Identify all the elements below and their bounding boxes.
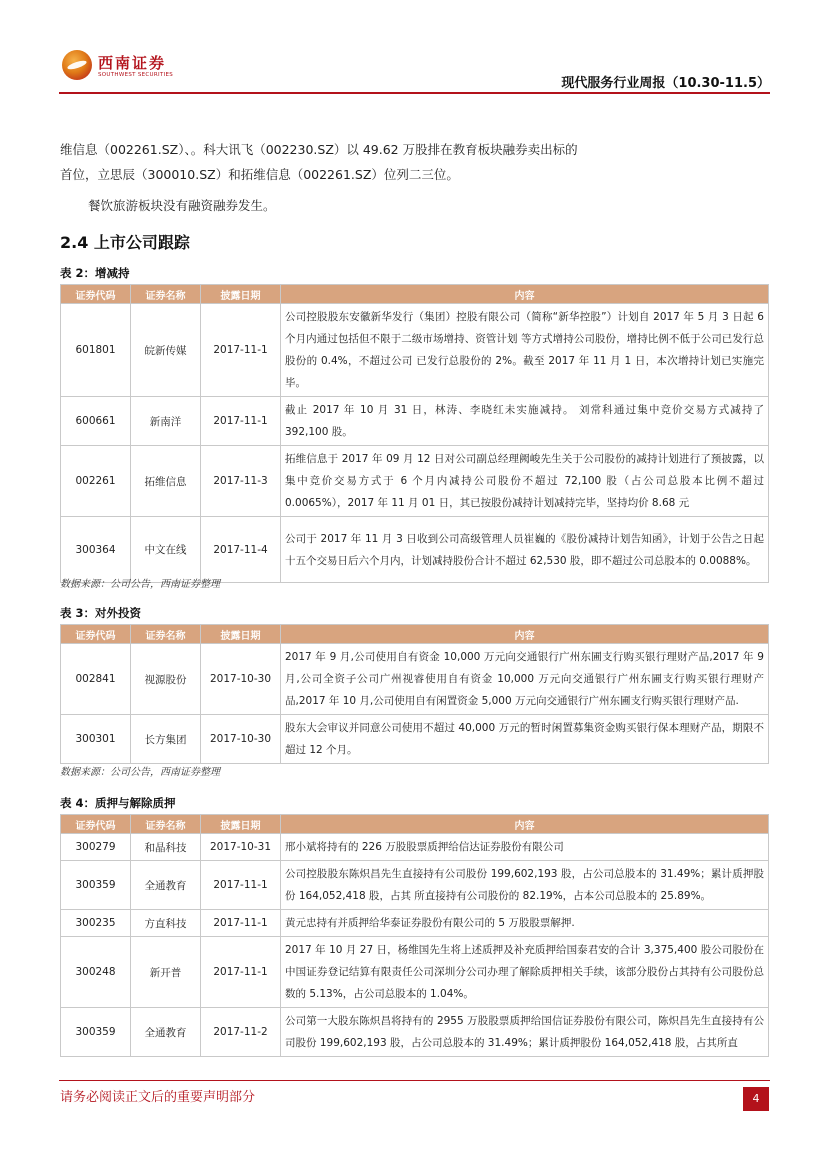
cell-date: 2017-11-1 — [201, 937, 281, 1008]
header-divider — [59, 92, 770, 94]
cell-date: 2017-10-30 — [201, 644, 281, 715]
intro-line-2: 首位，立思辰（300010.SZ）和拓维信息（002261.SZ）位列二三位。 — [60, 167, 459, 182]
table2-holdings-change — [60, 284, 769, 583]
cell-date: 2017-10-30 — [201, 715, 281, 764]
col-header-code: 证券代码 — [61, 285, 131, 304]
cell-content: 公司于 2017 年 11 月 3 日收到公司高级管理人员崔巍的《股份减持计划告知函》，计划于公告之日起十五个交易日后六个月内，计划减持股份合计不超过 62,530 股，即不超过公司总股本的 0.0088%。 — [281, 517, 769, 583]
table3-caption: 表 3：对外投资 — [60, 606, 142, 620]
cell-code: 300359 — [61, 861, 131, 910]
cell-code: 600661 — [61, 397, 131, 446]
cell-code: 300279 — [61, 834, 131, 861]
cell-date: 2017-11-1 — [201, 910, 281, 937]
col-header-name: 证券名称 — [131, 815, 201, 834]
col-header-date: 披露日期 — [201, 285, 281, 304]
cell-name: 新开普 — [131, 937, 201, 1008]
footer-disclaimer: 请务必阅读正文后的重要声明部分 — [60, 1090, 256, 1105]
col-header-date: 披露日期 — [201, 625, 281, 644]
table-row — [61, 834, 769, 861]
table-row — [61, 861, 769, 910]
cell-content: 2017 年 9 月,公司使用自有资金 10,000 万元向交通银行广州东圃支行购买银行理财产品,2017 年 9 月,公司全资子公司广州视睿使用自有资金 10,000 万元向交通银行广州东圃支行购买银行理财产品,2017 年 10 月,公司使用自有闲置资金 5,000 万元向交通银行广州东圃支行购买银行理财产品. — [281, 644, 769, 715]
table-row — [61, 910, 769, 937]
table-row — [61, 397, 769, 446]
cell-name: 拓维信息 — [131, 446, 201, 517]
intro-line-1: 维信息（002261.SZ）、。科大讯飞（002230.SZ）以 49.62 万股排在教育板块融券卖出标的 — [60, 142, 578, 157]
col-header-code: 证券代码 — [61, 815, 131, 834]
cell-code: 300248 — [61, 937, 131, 1008]
logo-subtext: SOUTHWEST SECURITIES — [98, 72, 174, 78]
cell-date: 2017-11-1 — [201, 397, 281, 446]
cell-date: 2017-11-2 — [201, 1008, 281, 1057]
cell-content: 截止 2017 年 10 月 31 日，林涛、李晓红未实施减持。 刘常科通过集中竞价交易方式减持了 392,100 股。 — [281, 397, 769, 446]
cell-content: 拓维信息于 2017 年 09 月 12 日对公司副总经理阙峻先生关于公司股份的减持计划进行了预披露，以集中竞价交易方式于 6 个月内减持公司股份不超过 72,100 股（占公司总股本比例不超过 0.0065%），2017 年 11 月 01 日，其已按股份减持计划减持完毕，坚持均价 8.68 元 — [281, 446, 769, 517]
col-header-content: 内容 — [281, 815, 769, 834]
col-header-content: 内容 — [281, 625, 769, 644]
cell-code: 002261 — [61, 446, 131, 517]
intro-line-3: 餐饮旅游板块没有融资融券发生。 — [88, 198, 276, 213]
col-header-content: 内容 — [281, 285, 769, 304]
company-logo — [62, 50, 182, 86]
table-row — [61, 715, 769, 764]
cell-name: 全通教育 — [131, 861, 201, 910]
table2-source: 数据来源：公司公告，西南证券整理 — [60, 579, 220, 590]
table2-caption: 表 2：增减持 — [60, 266, 130, 280]
cell-code: 601801 — [61, 304, 131, 397]
table-row — [61, 517, 769, 583]
cell-name: 中文在线 — [131, 517, 201, 583]
cell-date: 2017-10-31 — [201, 834, 281, 861]
cell-code: 300364 — [61, 517, 131, 583]
cell-content: 2017 年 10 月 27 日，杨维国先生将上述质押及补充质押给国泰君安的合计 3,375,400 股公司股份在中国证券登记结算有限责任公司深圳分公司办理了解除质押相关手续，该部分股份占其持有公司股份总数的 5.13%，占公司总股本的 1.04%。 — [281, 937, 769, 1008]
cell-content: 黄元忠持有并质押给华泰证券股份有限公司的 5 万股股票解押. — [281, 910, 769, 937]
section-title: 2.4 上市公司跟踪 — [60, 233, 190, 252]
cell-content: 公司控股股东安徽新华发行（集团）控股有限公司（简称“新华控股”）计划自 2017 年 5 月 3 日起 6 个月内通过包括但不限于二级市场增持、资管计划 等方式增持公司股份，增持比例不低于公司已发行总股份的 0.4%，不超过公司 已发行总股份的 2%。截至 2017 年 11 月 1 日，本次增持计划已实施完毕。 — [281, 304, 769, 397]
cell-name: 皖新传媒 — [131, 304, 201, 397]
table-row — [61, 1008, 769, 1057]
cell-name: 和晶科技 — [131, 834, 201, 861]
table-row — [61, 644, 769, 715]
cell-name: 方直科技 — [131, 910, 201, 937]
cell-code: 002841 — [61, 644, 131, 715]
cell-code: 300235 — [61, 910, 131, 937]
cell-content: 公司控股股东陈炽昌先生直接持有公司股份 199,602,193 股，占公司总股本的 31.49%；累计质押股份 164,052,418 股，占其 所直接持有公司股份的 82.19%，占本公司总股本的 25.89%。 — [281, 861, 769, 910]
col-header-name: 证券名称 — [131, 285, 201, 304]
table3-source: 数据来源：公司公告，西南证券整理 — [60, 767, 220, 778]
cell-code: 300301 — [61, 715, 131, 764]
table-row — [61, 937, 769, 1008]
table4-caption: 表 4：质押与解除质押 — [60, 796, 176, 810]
cell-name: 新南洋 — [131, 397, 201, 446]
page-number: 4 — [743, 1087, 769, 1111]
col-header-name: 证券名称 — [131, 625, 201, 644]
footer-divider — [59, 1080, 770, 1081]
report-title: 现代服务行业周报（10.30-11.5） — [561, 76, 770, 91]
logo-emblem-icon — [62, 50, 92, 80]
cell-content: 公司第一大股东陈炽昌将持有的 2955 万股股票质押给国信证券股份有限公司，陈炽昌先生直接持有公司股份 199,602,193 股，占公司总股本的 31.49%；累计质押股份 164,052,418 股，占其所直 — [281, 1008, 769, 1057]
table-row — [61, 446, 769, 517]
cell-content: 股东大会审议并同意公司使用不超过 40,000 万元的暂时闲置募集资金购买银行保本理财产品，期限不超过 12 个月。 — [281, 715, 769, 764]
cell-name: 长方集团 — [131, 715, 201, 764]
table-row — [61, 304, 769, 397]
cell-name: 全通教育 — [131, 1008, 201, 1057]
col-header-code: 证券代码 — [61, 625, 131, 644]
cell-date: 2017-11-1 — [201, 304, 281, 397]
cell-date: 2017-11-1 — [201, 861, 281, 910]
table3-investments — [60, 624, 769, 764]
cell-content: 邢小斌将持有的 226 万股股票质押给信达证券股份有限公司 — [281, 834, 769, 861]
cell-date: 2017-11-3 — [201, 446, 281, 517]
cell-code: 300359 — [61, 1008, 131, 1057]
col-header-date: 披露日期 — [201, 815, 281, 834]
logo-text: 西南证券 — [98, 54, 167, 72]
cell-name: 视源股份 — [131, 644, 201, 715]
cell-date: 2017-11-4 — [201, 517, 281, 583]
table4-pledges — [60, 814, 769, 1057]
